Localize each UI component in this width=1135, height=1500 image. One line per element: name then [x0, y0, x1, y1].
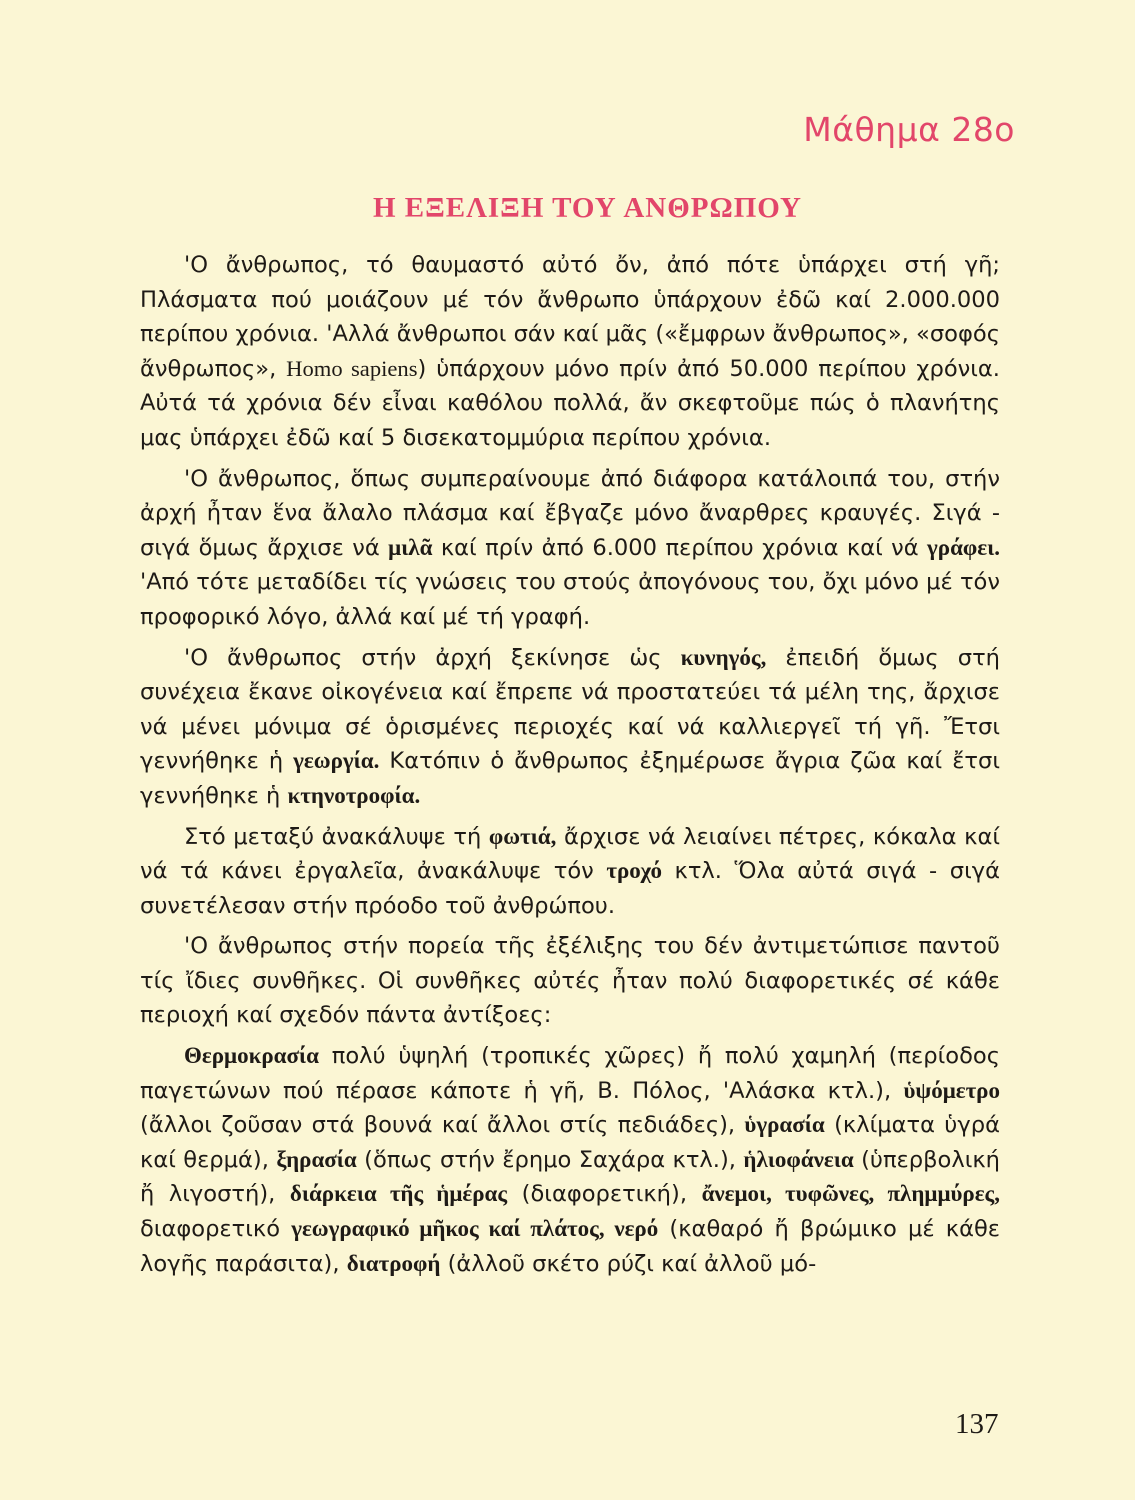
bold-term: γράφει. — [927, 534, 1000, 560]
bold-term: ὑγρασία — [744, 1112, 825, 1138]
text-run: 'Ο ἄνθρωπος στήν ἀρχή ξεκίνησε ὡς — [184, 644, 681, 671]
text-run: ἐπειδή ὅμως στή συνέχεια ἔκανε οἰκογένεια καί ἔπρεπε νά προστατεύει τά μέλη της, ἄρχισε νά μένει μόνιμα σέ ὁρισμένες περιοχές καί νά καλλιεργεῖ τή γῆ. Ἔτσι γεννήθηκε ἡ — [140, 644, 1001, 775]
paragraph-4 — [140, 820, 1000, 924]
bold-term: γεωργία. — [293, 748, 380, 774]
text-run: 'Ο ἄνθρωπος, τό θαυμαστό αὐτό ὄν, ἀπό πότε ὑπάρχει στή γῆ; Πλάσματα πού μοιάζουν μέ τόν ἄνθρωπο ὑπάρχουν ἐδῶ καί 2.000.000 περίπου χρόνια. 'Αλλά ἄνθρωποι σάν καί μᾶς («ἔμφρων ἄνθρωπος», «σοφός ἄνθρωπος», — [140, 252, 1000, 382]
text-run: 'Από τότε μεταδίδει τίς γνώσεις του στούς ἀπογόνους του, ὄχι μόνο μέ τόν προφορικό λόγο, ἀλλά καί μέ τή γραφή. — [140, 569, 1000, 630]
text-run: 'Ο ἄνθρωπος στήν πορεία τῆς ἐξέλιξης του δέν ἀντιμετώπισε παντοῦ τίς ἴδιες συνθῆκες. Οἱ συνθῆκες αὐτές ἦταν πολύ διαφορετικές σέ κάθε περιοχή καί σχεδόν πάντα ἀντίξοες: — [140, 933, 1000, 1029]
page-number: 137 — [955, 1408, 999, 1440]
bold-term: ξηρασία — [276, 1146, 357, 1172]
text-run: ) ὑπάρχουν μόνο πρίν ἀπό 50.000 περίπου χρόνια. Αὐτά τά χρόνια δέν εἶναι καθόλου πολλά, ἄν σκεφτοῦμε πώς ὁ πλανήτης μας ὑπάρχει ἐδῶ καί 5 δισεκατομμύρια περίπου χρόνια. — [140, 355, 1000, 451]
text-run: πολύ ὑψηλή (τροπικές χῶρες) ἤ πολύ χαμηλή (περίοδος παγετώνων πού πέρασε κάποτε ἡ γῆ, Β. Πόλος, 'Αλάσκα κτλ.), — [140, 1043, 1000, 1104]
bold-term: γεωγραφικό μῆκος καί πλάτος, νερό — [291, 1216, 659, 1242]
page-title: Η ΕΞΕΛΙΞΗ ΤΟΥ ΑΝΘΡΩΠΟΥ — [372, 192, 803, 224]
text-run: (ἀλλοῦ σκέτο ρύζι καί ἀλλοῦ μό- — [440, 1250, 817, 1277]
text-run: (κλίματα ὑγρά καί θερμά), — [140, 1112, 1000, 1173]
latin-term: Homo sapiens — [286, 355, 418, 381]
text-run: 'Ο ἄνθρωπος, ὅπως συμπεραίνουμε ἀπό διάφορα κατάλοιπά του, στήν ἀρχή ἦταν ἕνα ἄλαλο πλάσμα καί ἔβγαζε μόνο ἄναρθρες κραυγές. Σιγά - σιγά ὅμως ἄρχισε νά — [140, 465, 1000, 561]
paragraph-2 — [140, 462, 1000, 635]
bold-term: ὑψόμετρο — [903, 1077, 1000, 1103]
text-run: (ὑπερβολική ἤ λιγοστή), — [140, 1146, 1001, 1208]
body-text — [140, 248, 1000, 1281]
paragraph-3 — [140, 641, 1000, 814]
text-run: Στό μεταξύ ἀνακάλυψε τή — [184, 823, 489, 850]
bold-term: ἡλιοφάνεια — [743, 1146, 854, 1172]
bold-term: τροχό — [606, 858, 662, 884]
bold-term: διάρκεια τῆς ἡμέρας — [289, 1181, 508, 1207]
bold-term: Θερμοκρασία — [184, 1043, 319, 1069]
bold-term: ἄνεμοι, τυφῶνες, πλημμύρες, — [701, 1181, 1001, 1207]
bold-term: μιλᾶ — [388, 534, 433, 560]
lesson-number: Μάθημα 28ο — [803, 110, 1015, 149]
text-run: (ἄλλοι ζοῦσαν στά βουνά καί ἄλλοι στίς πεδιάδες), — [140, 1112, 745, 1139]
text-run: ἄρχισε νά λειαίνει πέτρες, κόκαλα καί νά τά κάνει ἐργαλεῖα, ἀνακάλυψε τόν — [140, 823, 1000, 885]
bold-term: κυνηγός, — [680, 644, 767, 670]
text-run: (ὅπως στήν ἔρημο Σαχάρα κτλ.), — [356, 1146, 744, 1173]
text-run: Κατόπιν ὁ ἄνθρωπος ἐξημέρωσε ἄγρια ζῶα καί ἔτσι γεννήθηκε ἡ — [140, 748, 1000, 809]
text-run: καί πρίν ἀπό 6.000 περίπου χρόνια καί νά — [432, 534, 928, 561]
text-run: (καθαρό ἤ βρώμικο μέ κάθε λογῆς παράσιτα), — [140, 1216, 1001, 1277]
text-run: διαφορετικό — [140, 1216, 292, 1243]
paragraph-1 — [140, 248, 1000, 456]
bold-term: φωτιά, — [488, 823, 557, 849]
paragraph-6 — [140, 1039, 1000, 1281]
bold-term: διατροφή — [346, 1250, 441, 1276]
bold-term: κτηνοτροφία. — [287, 782, 421, 808]
paragraph-5 — [140, 929, 1000, 1033]
text-run: κτλ. Ὅλα αὐτά σιγά - σιγά συνετέλεσαν στήν πρόοδο τοῦ ἀνθρώπου. — [140, 858, 1000, 919]
text-run: (διαφορετική), — [507, 1181, 702, 1208]
